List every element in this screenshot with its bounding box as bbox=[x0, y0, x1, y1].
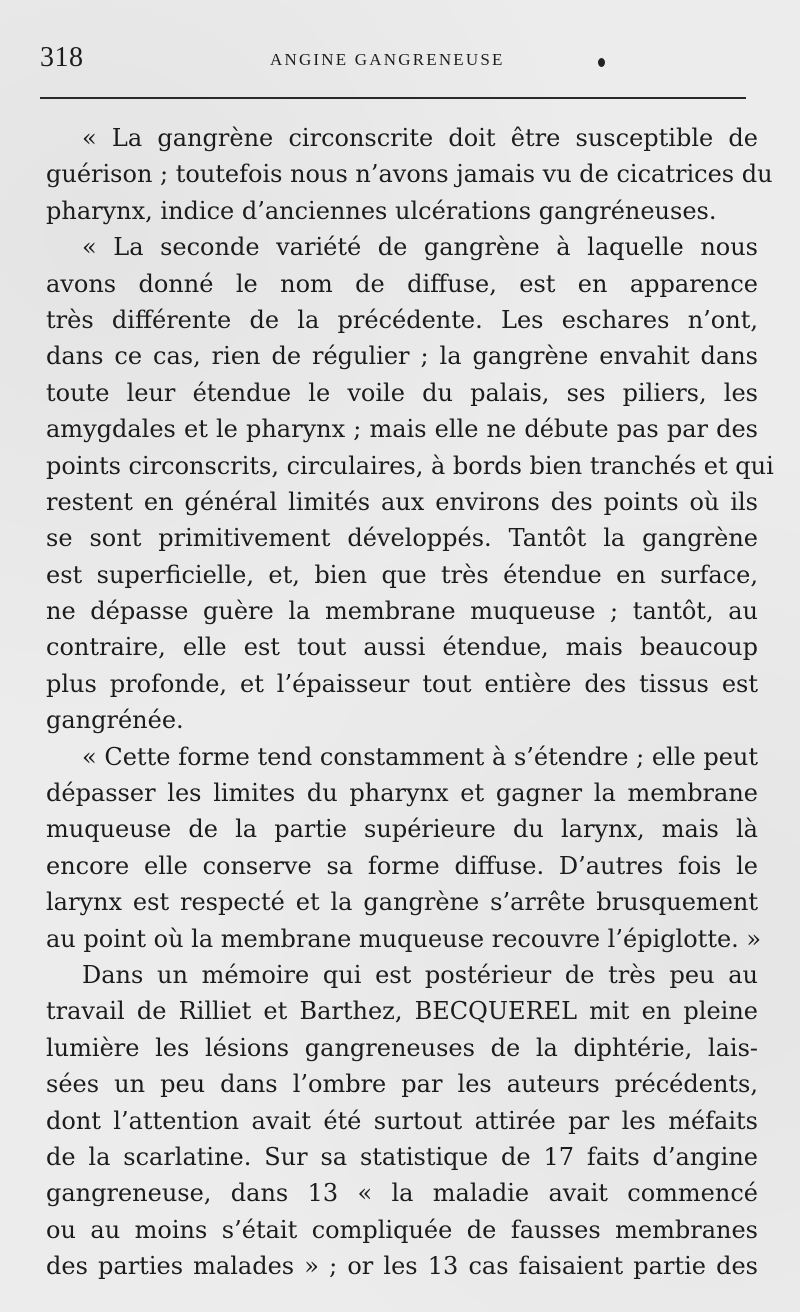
text-line: « La seconde variété de gangrène à laquelle nous bbox=[82, 233, 758, 262]
text-line: dont l’attention avait été surtout attirée par les méfaits bbox=[46, 1106, 758, 1135]
body-text bbox=[46, 120, 774, 1285]
text-line: ou au moins s’était compliquée de fausses membranes bbox=[46, 1215, 758, 1244]
text-line: muqueuse de la partie supérieure du larynx, mais là bbox=[46, 815, 758, 844]
text-line: ne dépasse guère la membrane muqueuse ; tantôt, au bbox=[46, 597, 758, 626]
text-line: se sont primitivement développés. Tantôt la gangrène bbox=[46, 524, 758, 553]
page-number: 318 bbox=[40, 42, 84, 73]
text-line: « La gangrène circonscrite doit être susceptible de bbox=[82, 124, 758, 152]
ink-spot bbox=[598, 58, 605, 67]
text-line: sées un peu dans l’ombre par les auteurs précédents, bbox=[46, 1070, 758, 1099]
text-line: « Cette forme tend constamment à s’étendre ; elle peut bbox=[82, 742, 758, 771]
text-line: gangrénée. bbox=[46, 706, 184, 735]
text-line: au point où la membrane muqueuse recouvre l’épiglotte. » bbox=[46, 924, 762, 953]
text-line: amygdales et le pharynx ; mais elle ne débute pas par des bbox=[46, 415, 758, 444]
running-head: ANGINE GANGRENEUSE bbox=[270, 50, 505, 69]
text-line: est superficielle, et, bien que très étendue en surface, bbox=[46, 560, 758, 589]
text-line: points circonscrits, circulaires, à bords bien tranchés et qui bbox=[46, 451, 774, 480]
text-line: dépasser les limites du pharynx et gagner la membrane bbox=[46, 779, 758, 808]
text-line: travail de Rilliet et Barthez, BECQUEREL mit en pleine bbox=[46, 997, 758, 1026]
text-line: des parties malades » ; or les 13 cas faisaient partie des bbox=[46, 1252, 758, 1281]
header-rule bbox=[40, 97, 746, 99]
text-line: restent en général limités aux environs des points où ils bbox=[46, 487, 758, 516]
text-line: larynx est respecté et la gangrène s’arrête brusquement bbox=[46, 888, 758, 917]
text-line: de la scarlatine. Sur sa statistique de 17 faits d’angine bbox=[46, 1142, 758, 1171]
page-header bbox=[40, 36, 746, 80]
text-line: toute leur étendue le voile du palais, ses piliers, les bbox=[46, 378, 758, 407]
text-line: encore elle conserve sa forme diffuse. D’autres fois le bbox=[46, 851, 758, 880]
text-line: contraire, elle est tout aussi étendue, mais beaucoup bbox=[46, 633, 758, 662]
text-line: gangreneuse, dans 13 « la maladie avait commencé bbox=[46, 1179, 758, 1208]
text-line: très différente de la précédente. Les eschares n’ont, bbox=[46, 305, 758, 334]
text-line: Dans un mémoire qui est postérieur de très peu au bbox=[82, 960, 758, 989]
text-line: avons donné le nom de diffuse, est en apparence bbox=[46, 269, 758, 298]
text-line: plus profonde, et l’épaisseur tout entière des tissus est bbox=[46, 669, 758, 698]
text-line: dans ce cas, rien de régulier ; la gangrène envahit dans bbox=[46, 342, 758, 371]
text-line: guérison ; toutefois nous n’avons jamais vu de cicatrices du bbox=[46, 160, 773, 189]
text-line: pharynx, indice d’anciennes ulcérations gangréneuses. bbox=[46, 196, 717, 225]
text-line: lumière les lésions gangreneuses de la diphtérie, lais- bbox=[46, 1033, 758, 1062]
